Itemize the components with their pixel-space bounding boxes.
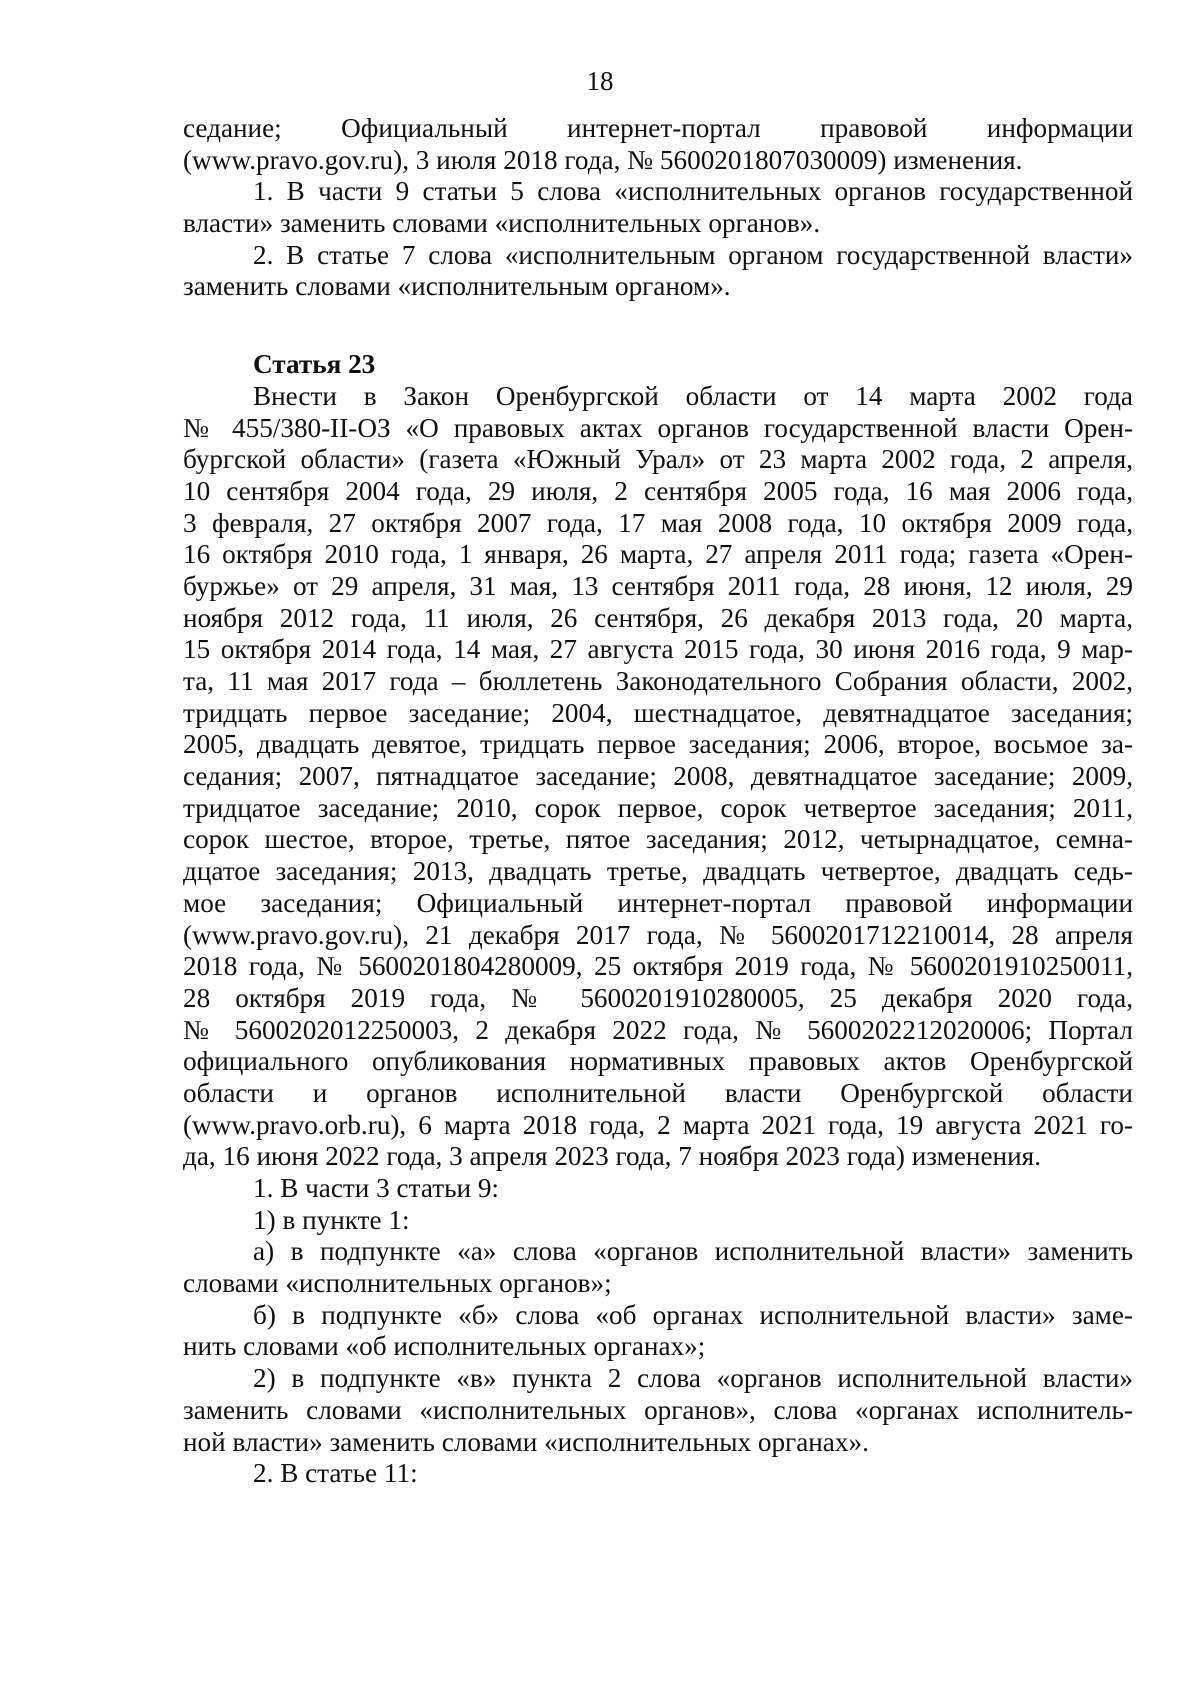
text-line: заменить словами «исполнительным органом». [183, 271, 731, 302]
text-line: дцатое заседания; 2013, двадцать третье, двадцать четвертое, двадцать седь- [183, 856, 1133, 887]
text-line: а) в подпункте «а» слова «органов исполнительной власти» заменить [253, 1236, 1133, 1267]
text-line: седания; 2007, пятнадцатое заседание; 2008, девятнадцатое заседание; 2009, [183, 761, 1133, 792]
text-line: (www.pravo.gov.ru), 21 декабря 2017 года, № 5600201712210014, 28 апреля [183, 919, 1133, 950]
text-line: 1. В части 9 статьи 5 слова «исполнительных органов государственной [253, 176, 1133, 207]
text-line: 3 февраля, 27 октября 2007 года, 17 мая 2008 года, 10 октября 2009 года, [183, 507, 1133, 538]
text-line: нить словами «об исполнительных органах»; [183, 1331, 706, 1362]
text-line: № 455/380-II-ОЗ «О правовых актах органов государственной власти Орен- [183, 412, 1133, 443]
text-line: б) в подпункте «б» слова «об органах исполнительной власти» заме- [253, 1299, 1133, 1330]
text-line: тридцатое заседание; 2010, сорок первое, сорок четвертое заседания; 2011, [183, 792, 1133, 823]
text-line: 2005, двадцать девятое, тридцать первое заседания; 2006, второе, восьмое за- [183, 729, 1133, 760]
article-23-text-block [183, 381, 1133, 1490]
text-line: буржье» от 29 апреля, 31 мая, 13 сентября 2011 года, 28 июня, 12 июля, 29 [183, 570, 1133, 601]
text-line: области и органов исполнительной власти Оренбургской области [183, 1077, 1133, 1108]
text-line: тридцать первое заседание; 2004, шестнадцатое, девятнадцатое заседания; [183, 697, 1133, 728]
text-line: та, 11 мая 2017 года – бюллетень Законодательного Собрания области, 2002, [183, 666, 1133, 696]
text-line: 16 октября 2010 года, 1 января, 26 марта, 27 апреля 2011 года; газета «Орен- [183, 539, 1133, 570]
section-gap [183, 303, 1133, 349]
document-body [183, 113, 1133, 1490]
text-line: 2. В статье 11: [253, 1458, 418, 1489]
article-heading: Статья 23 [253, 349, 376, 380]
text-line: 2018 года, № 5600201804280009, 25 октября 2019 года, № 5600201910250011, [183, 951, 1133, 982]
text-line: 1) в пункте 1: [253, 1204, 410, 1235]
text-line: Внести в Закон Оренбургской области от 14 марта 2002 года [253, 380, 1133, 411]
text-line: № 5600202012250003, 2 декабря 2022 года, № 5600202212020006; Портал [183, 1014, 1133, 1045]
text-line: словами «исполнительных органов»; [183, 1268, 612, 1299]
text-line: 28 октября 2019 года, № 5600201910280005, 25 декабря 2020 года, [183, 982, 1133, 1013]
text-line: седание; Официальный интернет-портал правовой информации [183, 113, 1133, 143]
text-line: 2) в подпункте «в» пункта 2 слова «органов исполнительной власти» [253, 1363, 1133, 1394]
text-line: 10 сентября 2004 года, 29 июля, 2 сентября 2005 года, 16 мая 2006 года, [183, 475, 1133, 506]
page-number: 18 [586, 66, 614, 96]
text-line: мое заседания; Официальный интернет-портал правовой информации [183, 887, 1133, 918]
text-line: официального опубликования нормативных правовых актов Оренбургской [183, 1046, 1133, 1077]
text-line: (www.pravo.gov.ru), 3 июля 2018 года, № 5600201807030009) изменения. [183, 144, 1023, 175]
text-line: ной власти» заменить словами «исполнительных органах». [183, 1426, 869, 1457]
text-line: 1. В части 3 статьи 9: [253, 1173, 499, 1203]
text-line: 2. В статье 7 слова «исполнительным органом государственной власти» [253, 239, 1133, 270]
text-line: заменить словами «исполнительных органов», слова «органах исполнитель- [183, 1394, 1133, 1425]
text-line: бургской области» (газета «Южный Урал» от 23 марта 2002 года, 2 апреля, [183, 444, 1133, 475]
text-line: да, 16 июня 2022 года, 3 апреля 2023 года, 7 ноября 2023 года) изменения. [183, 1141, 1041, 1172]
amendment-text-block [183, 113, 1133, 303]
text-line: ноября 2012 года, 11 июля, 26 сентября, 26 декабря 2013 года, 20 марта, [183, 602, 1133, 633]
text-line: сорок шестое, второе, третье, пятое заседания; 2012, четырнадцатое, семна- [183, 824, 1133, 855]
text-line: власти» заменить словами «исполнительных органов». [183, 208, 821, 239]
text-line: (www.pravo.orb.ru), 6 марта 2018 года, 2 марта 2021 года, 19 августа 2021 го- [183, 1109, 1133, 1140]
text-line: 15 октября 2014 года, 14 мая, 27 августа 2015 года, 30 июня 2016 года, 9 мар- [183, 634, 1133, 665]
